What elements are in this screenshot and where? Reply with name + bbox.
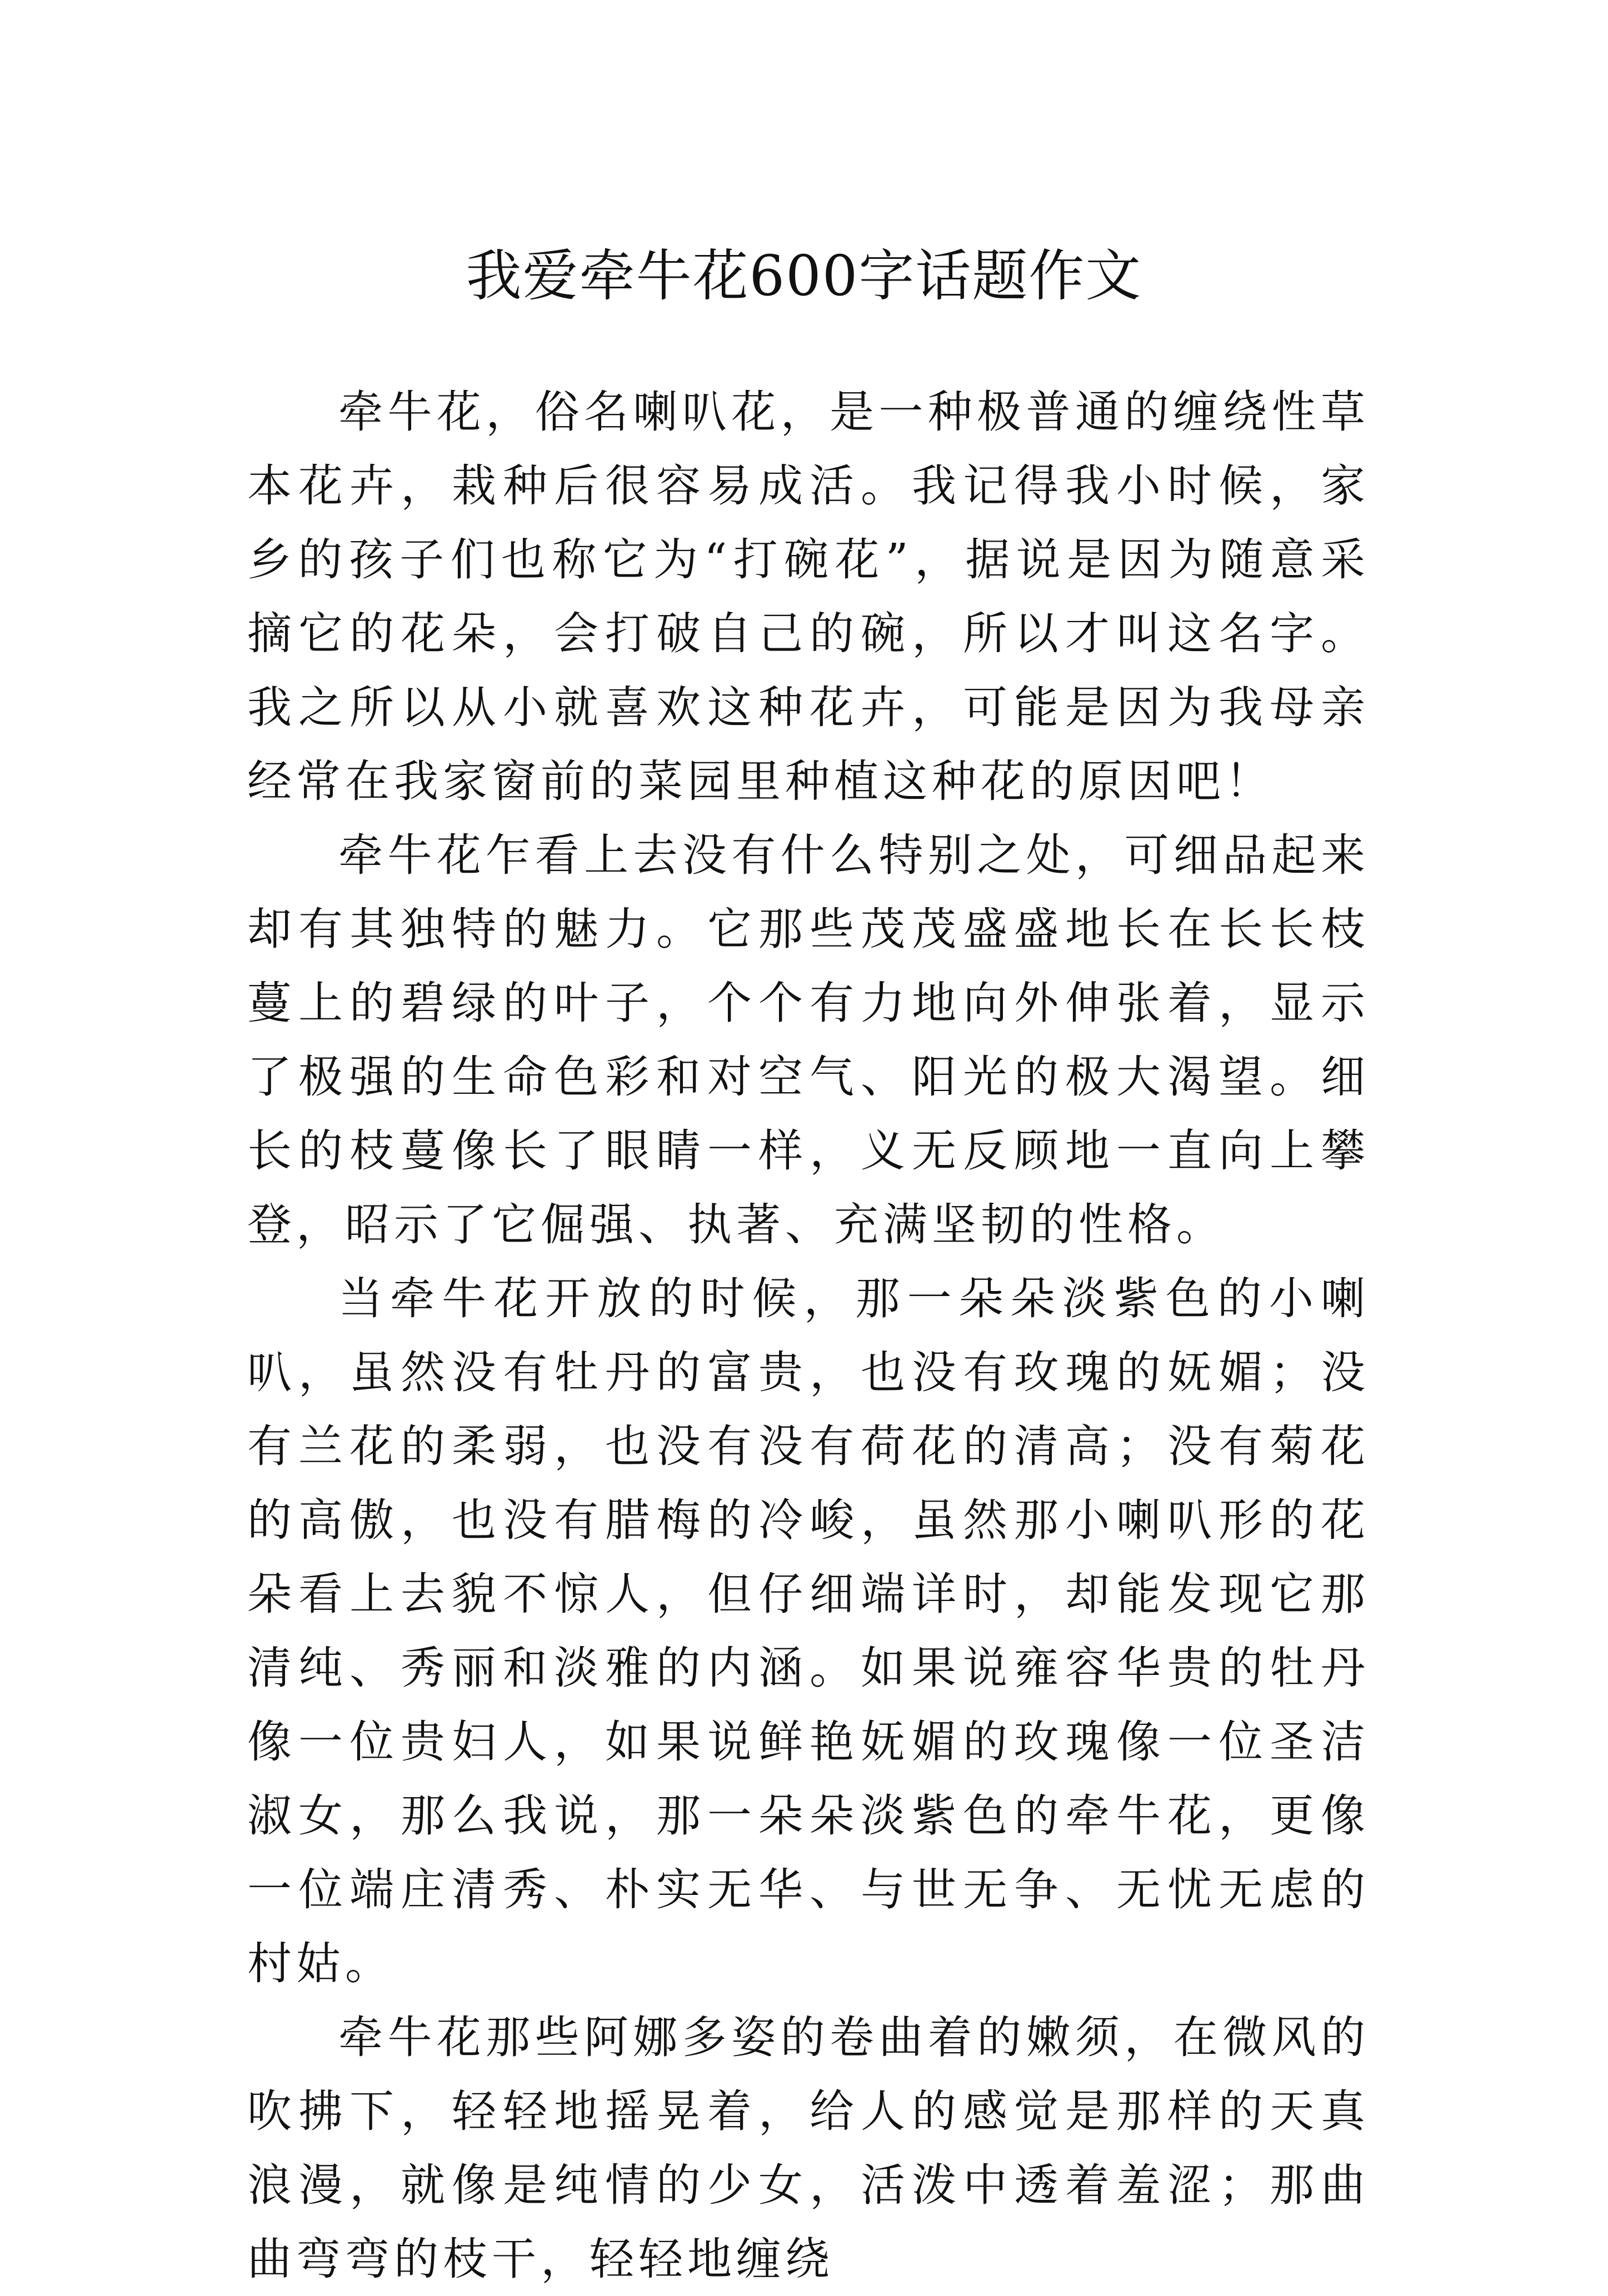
paragraph-4: 牵牛花那些阿娜多姿的卷曲着的嫩须，在微风的吹拂下，轻轻地摇晃着，给人的感觉是那样的天真浪漫，就像是纯情的少女，活泼中透着羞涩；那曲曲弯弯的枝干，轻轻地缠绕 (247, 2012, 1370, 2285)
paragraph-2: 牵牛花乍看上去没有什么特别之处，可细品起来却有其独特的魅力。它那些茂茂盛盛地长在长长枝蔓上的碧绿的叶子，个个有力地向外伸张着，显示了极强的生命色彩和对空气、阳光的极大渴望。细长的枝蔓像长了眼睛一样，义无反顾地一直向上攀登，昭示了它倔强、执著、充满坚韧的性格。 (247, 829, 1370, 1250)
document-title: 我爱牵牛花600字话题作文 (466, 243, 1142, 308)
paragraph-3: 当牵牛花开放的时候，那一朵朵淡紫色的小喇叭，虽然没有牡丹的富贵，也没有玫瑰的妩媚；没有兰花的柔弱，也没有没有荷花的清高；没有菊花的高傲，也没有腊梅的冷峻，虽然那小喇叭形的花朵看上去貌不惊人，但仔细端详时，却能发现它那清纯、秀丽和淡雅的内涵。如果说雍容华贵的牡丹像一位贵妇人，如果说鲜艳妩媚的玫瑰像一位圣洁淑女，那么我说，那一朵朵淡紫色的牵牛花，更像一位端庄清秀、朴实无华、与世无争、无忧无虑的村姑。 (247, 1273, 1370, 1989)
paragraph-1: 牵牛花，俗名喇叭花，是一种极普通的缠绕性草本花卉，栽种后很容易成活。我记得我小时候，家乡的孩子们也称它为“打碗花”，据说是因为随意采摘它的花朵，会打破自己的碗，所以才叫这名字。我之所以从小就喜欢这种花卉，可能是因为我母亲经常在我家窗前的菜园里种植这种花的原因吧！ (247, 386, 1370, 807)
document-body (247, 375, 1370, 2296)
